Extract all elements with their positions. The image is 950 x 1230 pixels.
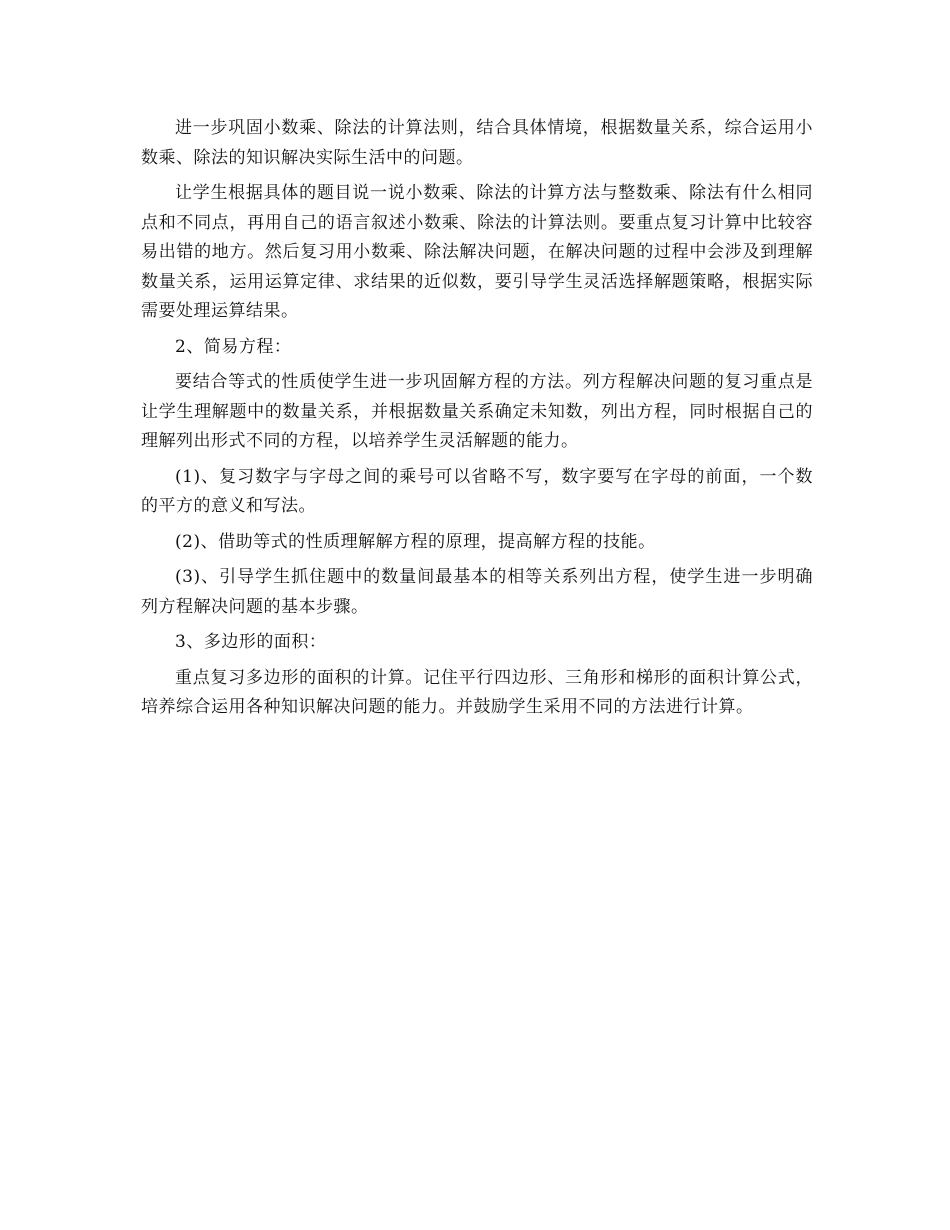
list-item-2-equation-principle: (2)、借助等式的性质理解解方程的原理，提高解方程的技能。 [175,531,656,552]
paragraph-review-decimal-rules: 进一步巩固小数乘、除法的计算法则，结合具体情境，根据数量关系，综合运用小数乘、除法的知识解决实际生活中的问题。 [141,118,813,168]
section-heading-simple-equations: 2、简易方程： [175,336,292,357]
section-heading-polygon-area: 3、多边形的面积： [175,632,327,652]
list-item-3-equal-relationship: (3)、引导学生抓住题中的数量间最基本的相等关系列出方程，使学生进一步明确列方程解决问题的基本步骤。 [141,567,813,617]
paragraph-polygon-area-review: 重点复习多边形的面积的计算。记住平行四边形、三角形和梯形的面积计算公式，培养综合运用各种知识解决问题的能力。并鼓励学生采用不同的方法进行计算。 [141,667,813,717]
paragraph-equation-review: 要结合等式的性质使学生进一步巩固解方程的方法。列方程解决问题的复习重点是让学生理解题中的数量关系，并根据数量关系确定未知数，列出方程，同时根据自己的理解列出形式不同的方程，以培养学生灵活解题的能力。 [141,372,813,451]
paragraph-decimal-teaching-method: 让学生根据具体的题目说一说小数乘、除法的计算方法与整数乘、除法有什么相同点和不同点，再用自己的语言叙述小数乘、除法的计算法则。要重点复习计算中比较容易出错的地方。然后复习用小数乘、除法解决问题，在解决问题的过程中会涉及到理解数量关系，运用运算定律、求结果的近似数，要引导学生灵活选择解题策略，根据实际需要处理运算结果。 [141,183,813,321]
list-item-1-multiplication-sign: (1)、复习数字与字母之间的乘号可以省略不写，数字要写在字母的前面，一个数的平方的意义和写法。 [141,466,813,516]
document-page [141,114,813,729]
